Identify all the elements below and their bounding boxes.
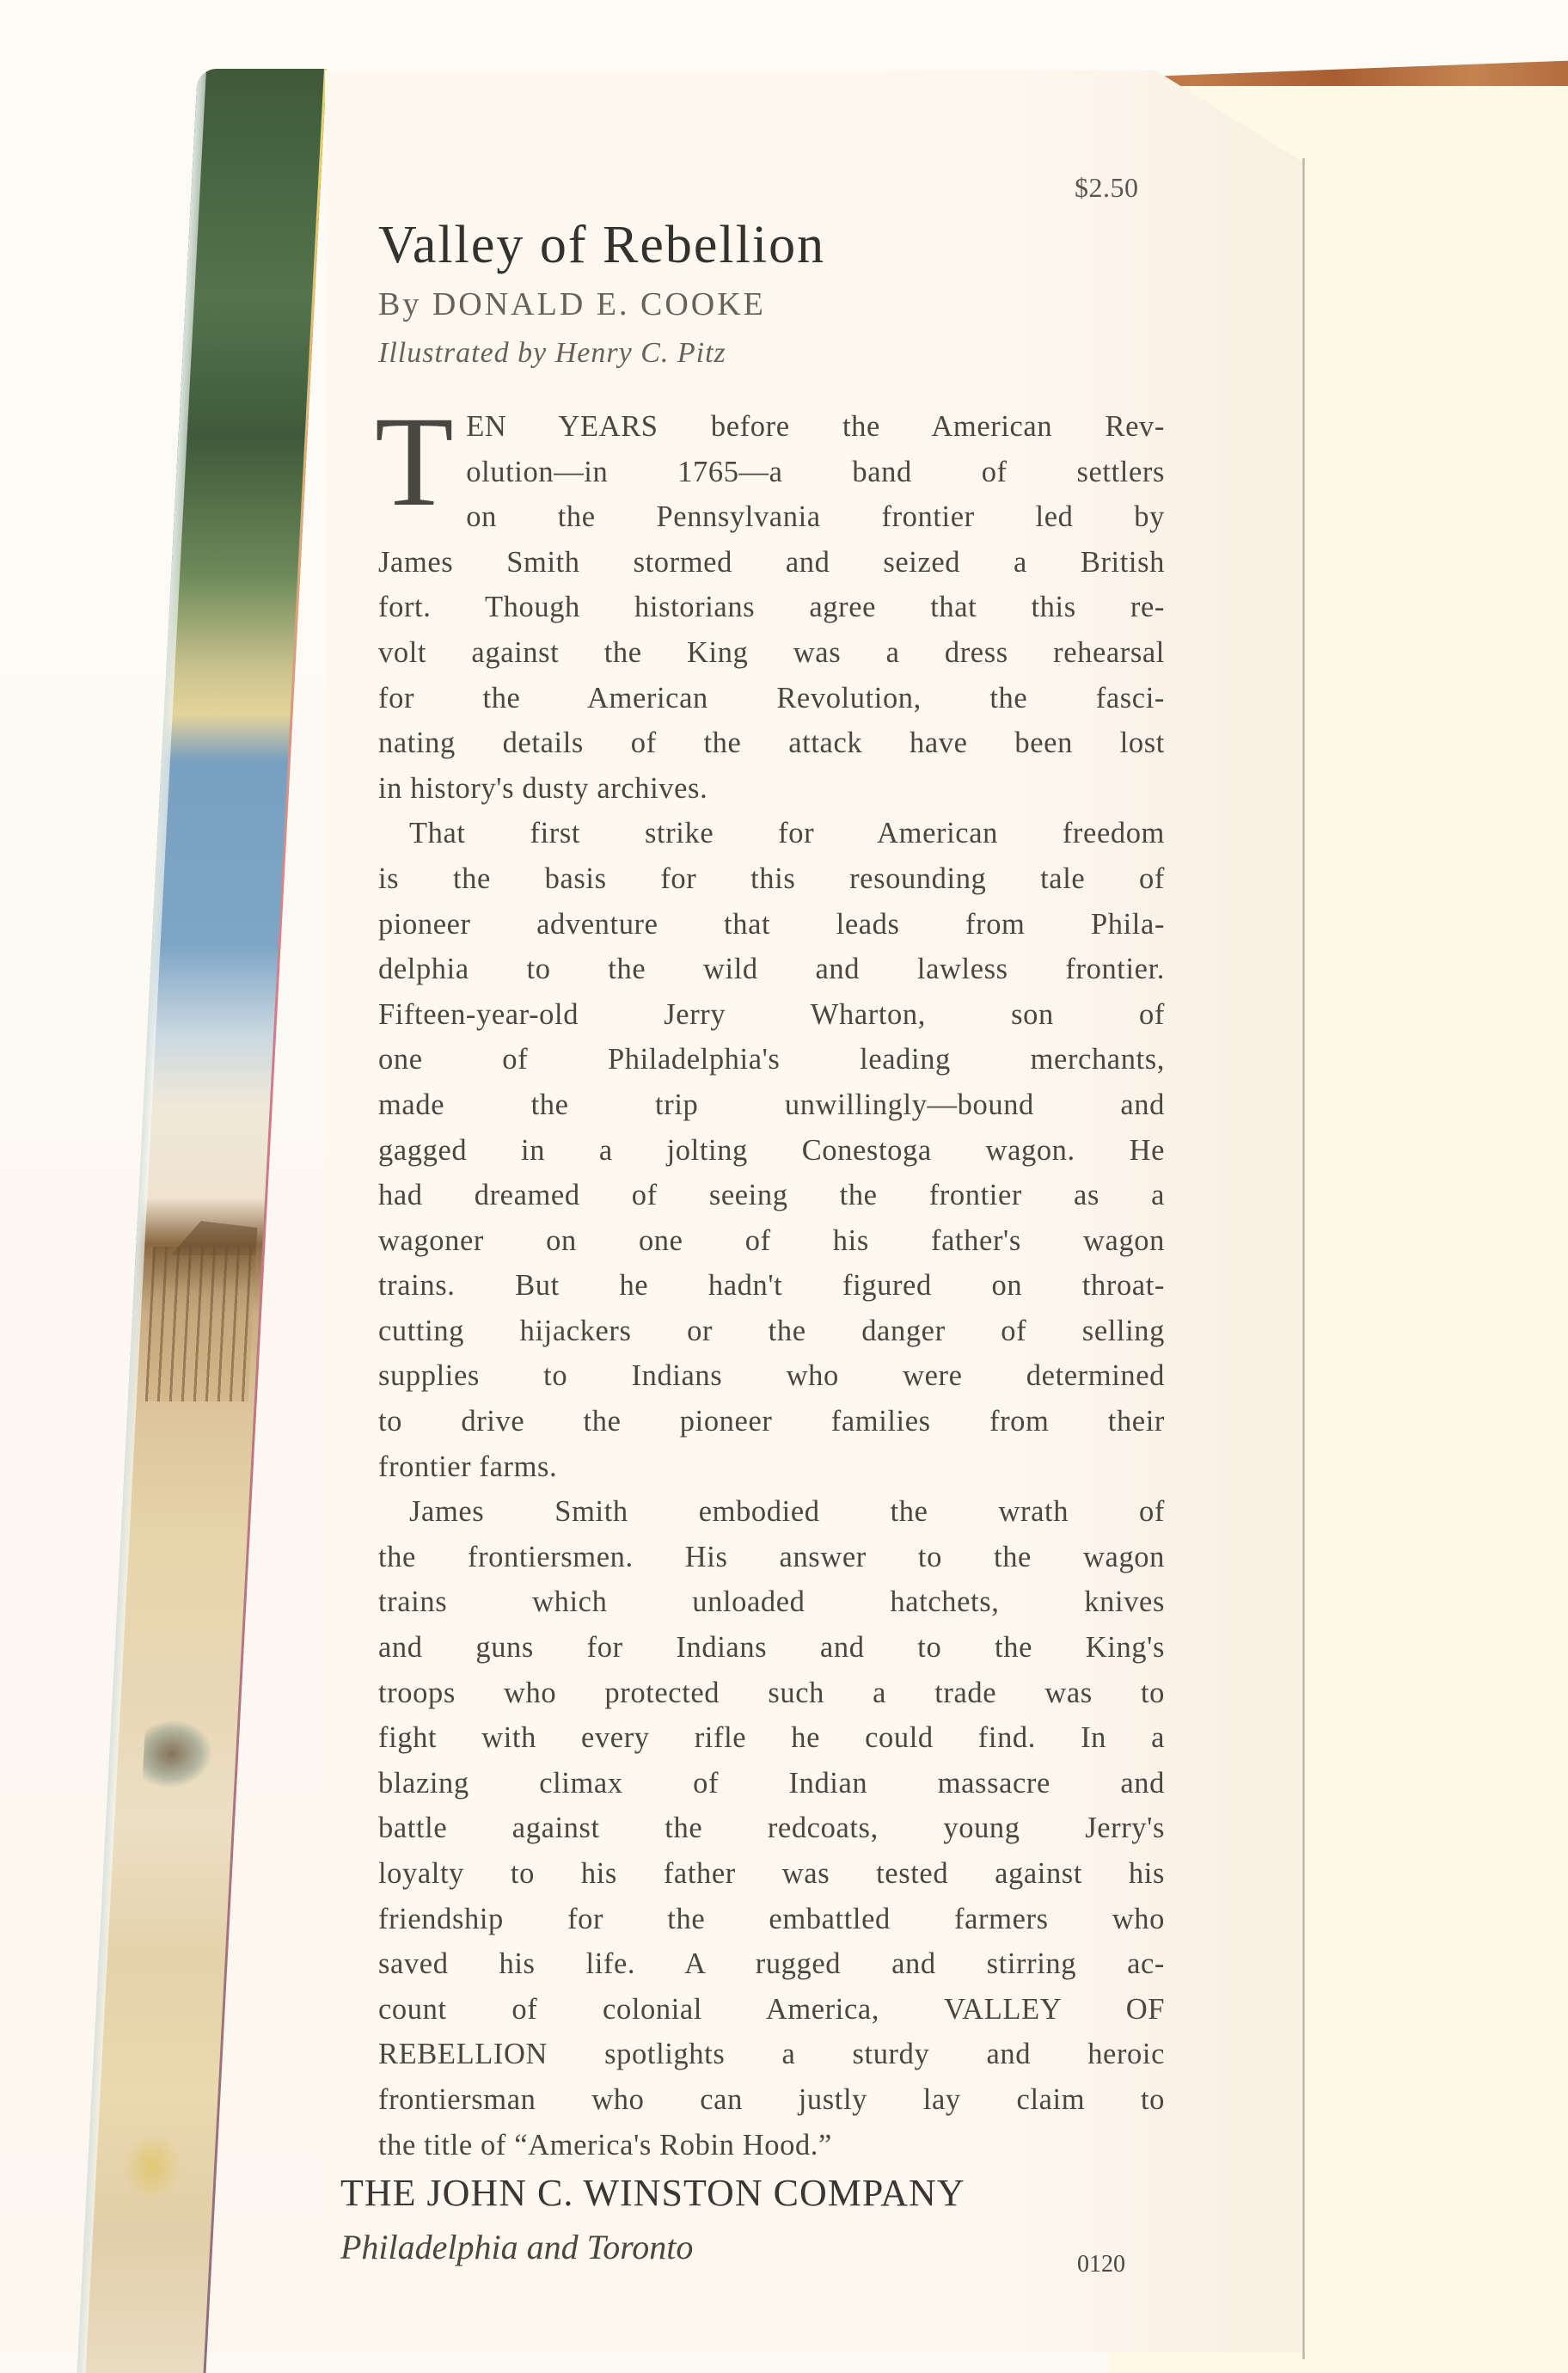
- author-line: By DONALD E. COOKE: [378, 286, 766, 322]
- text-line: is the basis for this resounding tale of: [378, 862, 1165, 895]
- text-line: nating details of the attack have been lost: [378, 727, 1165, 760]
- book-title: Valley of Rebellion: [378, 216, 826, 274]
- text-line: blazing climax of Indian massacre and: [378, 1766, 1165, 1800]
- text-line: had dreamed of seeing the frontier as a: [378, 1179, 1165, 1212]
- flap-description: [375, 390, 1165, 2168]
- price-label: $2.50: [1075, 172, 1139, 203]
- text-line: on the Pennsylvania frontier led by: [466, 500, 1165, 534]
- text-line: made the trip unwillingly—bound and: [378, 1088, 1165, 1121]
- text-line: frontier farms.: [378, 1450, 558, 1483]
- text-line: fight with every rifle he could find. In a: [378, 1721, 1165, 1755]
- text-line: loyalty to his father was tested against his: [378, 1857, 1165, 1890]
- text-line: James Smith embodied the wrath of: [409, 1495, 1165, 1529]
- text-line: in history's dusty archives.: [378, 771, 708, 805]
- text-line: count of colonial America, VALLEY OF: [378, 1992, 1165, 2026]
- illustrator-line: Illustrated by Henry C. Pitz: [378, 337, 726, 369]
- text-line: delphia to the wild and lawless frontier.: [378, 953, 1165, 986]
- publisher-name: THE JOHN C. WINSTON COMPANY: [340, 2172, 965, 2214]
- text-line: REBELLION spotlights a sturdy and heroic: [378, 2038, 1165, 2071]
- text-line: fort. Though historians agree that this re-: [378, 591, 1165, 624]
- text-line: friendship for the embattled farmers who: [378, 1902, 1165, 1935]
- flap-fold-line: [1302, 158, 1305, 2359]
- drop-cap: T: [375, 390, 455, 533]
- text-line: frontiersman who can justly lay claim to: [378, 2082, 1165, 2116]
- text-line: James Smith stormed and seized a British: [378, 545, 1165, 579]
- text-line: to drive the pioneer families from their: [378, 1405, 1165, 1438]
- text-line: volt against the King was a dress rehearsal: [378, 635, 1165, 669]
- text-line: trains. But he hadn't figured on throat-: [378, 1269, 1165, 1303]
- text-line: pioneer adventure that leads from Phila-: [378, 907, 1165, 941]
- text-line: troops who protected such a trade was to: [378, 1676, 1165, 1709]
- paragraph-1: [375, 390, 1165, 811]
- text-line: and guns for Indians and to the King's: [378, 1631, 1165, 1665]
- text-line: Fifteen-year-old Jerry Wharton, son of: [378, 997, 1165, 1031]
- text-line: for the American Revolution, the fasci-: [378, 681, 1165, 714]
- publisher-city: Philadelphia and Toronto: [340, 2228, 694, 2266]
- paragraph-2: [378, 811, 1165, 1489]
- paragraph-3: [378, 1489, 1165, 2168]
- text-line: the title of “America's Robin Hood.”: [378, 2128, 832, 2161]
- text-line: gagged in a jolting Conestoga wagon. He: [378, 1133, 1165, 1167]
- text-line: saved his life. A rugged and stirring ac-: [378, 1947, 1165, 1981]
- text-line: That first strike for American freedom: [409, 817, 1165, 850]
- catalog-code: 0120: [1077, 2251, 1125, 2278]
- text-line: wagoner on one of his father's wagon: [378, 1223, 1165, 1257]
- text-line: cutting hijackers or the danger of selling: [378, 1314, 1165, 1347]
- text-line: supplies to Indians who were determined: [378, 1359, 1165, 1393]
- foliage-illustration: [120, 2132, 184, 2201]
- text-line: the frontiersmen. His answer to the wagon: [378, 1540, 1165, 1573]
- text-line: battle against the redcoats, young Jerry's: [378, 1812, 1165, 1845]
- tree-illustration: [142, 1720, 214, 1788]
- text-line: EN YEARS before the American Rev-: [466, 410, 1165, 443]
- text-line: one of Philadelphia's leading merchants,: [378, 1043, 1165, 1076]
- text-line: olution—in 1765—a band of settlers: [466, 455, 1165, 488]
- fort-illustration: [145, 1247, 256, 1401]
- text-line: trains which unloaded hatchets, knives: [378, 1585, 1165, 1619]
